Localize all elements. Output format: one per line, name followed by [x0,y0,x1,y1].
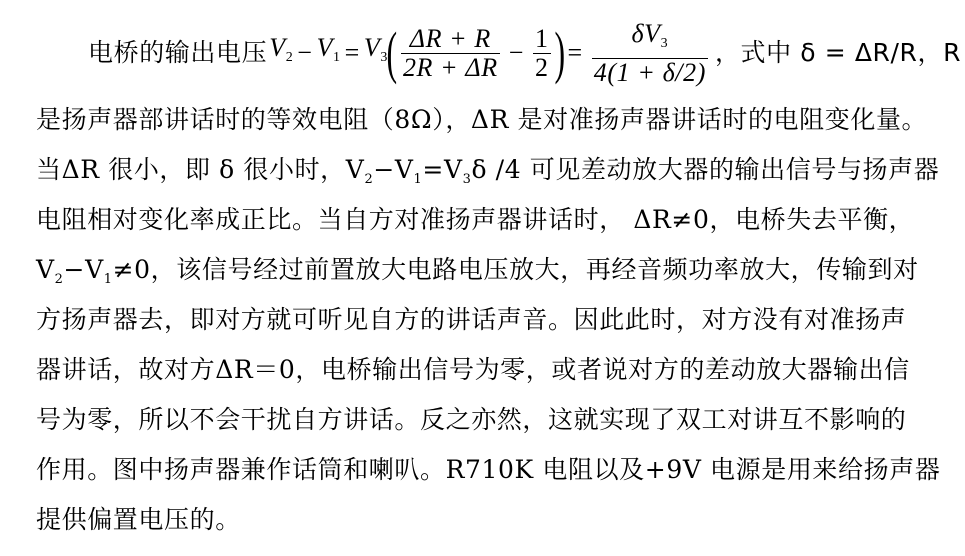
eq-equals: = [567,38,583,67]
right-paren: ) [554,20,566,85]
fraction-denominator: 4(1 + δ/2) [593,57,706,87]
eq-minus: − [297,38,313,67]
eq-equals: = [344,38,360,67]
eq-minus: − [508,38,524,67]
paragraph-line: 号为零，所以不会干扰自方讲话。反之亦然，这就实现了双工对讲互不影响的 [36,405,907,434]
equation-lead-text: 电桥的输出电压 [88,38,268,67]
eq-v2: $V_2$ [269,33,294,65]
paragraph-line: 提供偏置电压的。 [36,505,241,534]
paragraph-line: 是扬声器部讲话时的等效电阻（8Ω），ΔR 是对准扬声器讲话时的电阻变化量。 [36,105,928,134]
equation-tail-text: ，式中 δ = ΔR/R，R [714,38,962,67]
fraction-denominator: 2 [534,52,549,82]
fraction-half [533,23,551,82]
fraction-denominator: 2R + ΔR [402,52,498,82]
paragraph-line: 作用。图中扬声器兼作话筒和喇叭。R710K 电阻以及+9V 电源是用来给扬声器 [36,455,941,484]
equation-line [88,18,965,87]
fraction-delta-r [401,23,500,82]
paragraph-line: 方扬声器去，即对方就可听见自方的讲话声音。因此此时，对方没有对准扬声 [36,305,907,334]
paragraph-line: 当ΔR 很小，即 δ 很小时，$V_2-V_1=V_3\delta$ /4 可见差动放大器的输出信号与扬声器 [36,155,940,187]
eq-v3: $V_3$ [363,33,389,65]
paragraph-line: $V_2-V_1\ne 0$，该信号经过前置放大电路电压放大，再经音频功率放大，传输到对 [36,255,919,287]
paragraph-line: 器讲话，故对方ΔR＝0，电桥输出信号为零，或者说对方的差动放大器输出信 [36,355,910,384]
bridge-output-equation [269,18,713,87]
fraction-numerator: 1 [534,23,549,53]
fraction-delta-v3 [592,18,708,87]
paragraph-line: 电阻相对变化率成正比。当自方对准扬声器讲话时， ΔR≠0，电桥失去平衡， [36,205,915,234]
fraction-numerator: ΔR + R [409,23,491,53]
left-paren: ( [386,20,398,85]
fraction-numerator: $\delta V_3$ [631,18,669,51]
eq-v1: $V_1$ [316,33,341,65]
